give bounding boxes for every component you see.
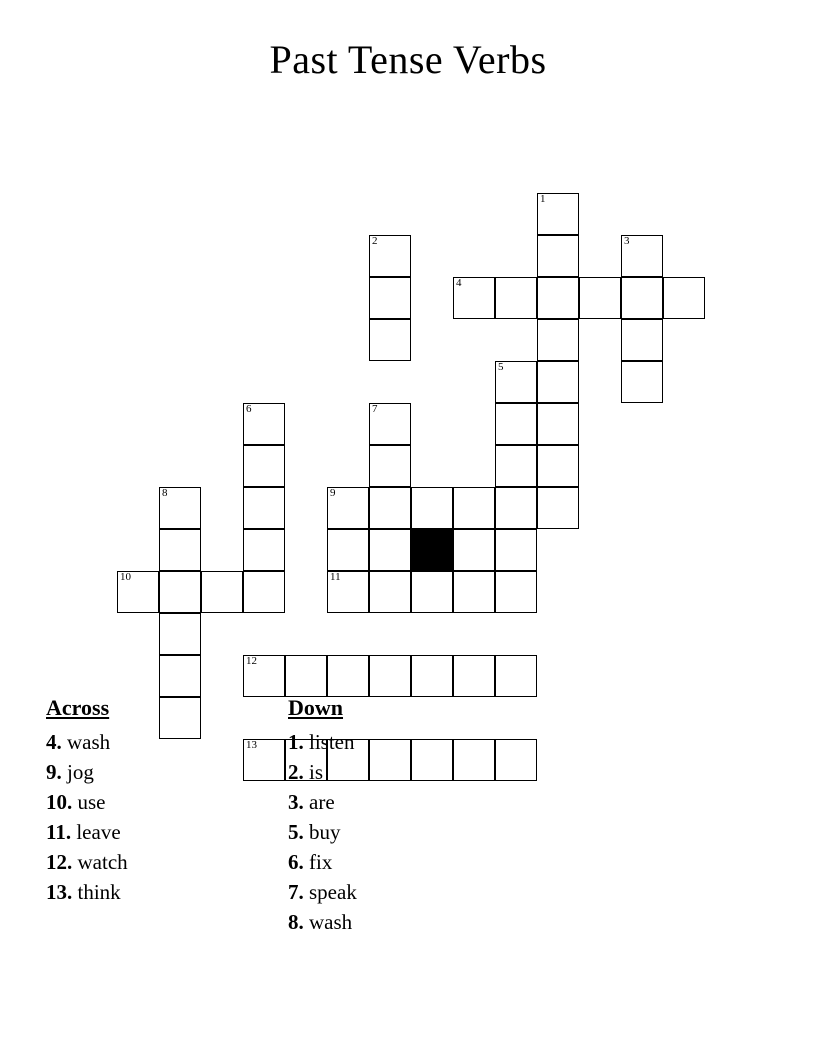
clue-text: are xyxy=(303,790,335,814)
cell-number: 7 xyxy=(372,403,378,415)
grid-cell-numbered[interactable] xyxy=(537,193,579,235)
grid-cell[interactable] xyxy=(159,655,201,697)
clue-text: wash xyxy=(61,730,111,754)
grid-cell[interactable] xyxy=(285,655,327,697)
clue-item[interactable] xyxy=(46,877,128,907)
clue-item[interactable] xyxy=(288,757,357,787)
grid-cell-numbered[interactable] xyxy=(327,571,369,613)
grid-cell[interactable] xyxy=(369,487,411,529)
across-clue-list xyxy=(46,727,128,907)
grid-cell[interactable] xyxy=(243,445,285,487)
clue-item[interactable] xyxy=(288,847,357,877)
grid-cell[interactable] xyxy=(369,529,411,571)
cell-number: 6 xyxy=(246,403,252,415)
cell-number: 10 xyxy=(120,571,131,583)
grid-cell[interactable] xyxy=(453,571,495,613)
grid-cell[interactable] xyxy=(159,697,201,739)
clue-number: 5. xyxy=(288,820,304,844)
grid-cell[interactable] xyxy=(495,487,537,529)
grid-cell-numbered[interactable] xyxy=(369,235,411,277)
grid-cell[interactable] xyxy=(495,739,537,781)
clue-text: leave xyxy=(71,820,121,844)
grid-cell[interactable] xyxy=(243,571,285,613)
grid-cell[interactable] xyxy=(369,571,411,613)
grid-cell-numbered[interactable] xyxy=(453,277,495,319)
clue-item[interactable] xyxy=(288,787,357,817)
clue-item[interactable] xyxy=(288,727,357,757)
clue-text: watch xyxy=(72,850,128,874)
cell-number: 11 xyxy=(330,571,341,583)
clue-item[interactable] xyxy=(46,847,128,877)
grid-cell[interactable] xyxy=(495,655,537,697)
grid-cell[interactable] xyxy=(159,529,201,571)
grid-cell[interactable] xyxy=(327,655,369,697)
clue-number: 8. xyxy=(288,910,304,934)
grid-cell[interactable] xyxy=(369,655,411,697)
grid-cell[interactable] xyxy=(369,739,411,781)
grid-cell-numbered[interactable] xyxy=(327,487,369,529)
grid-cell[interactable] xyxy=(159,613,201,655)
grid-cell[interactable] xyxy=(621,319,663,361)
grid-cell[interactable] xyxy=(537,403,579,445)
grid-cell[interactable] xyxy=(495,403,537,445)
clue-number: 7. xyxy=(288,880,304,904)
cell-number: 9 xyxy=(330,487,336,499)
clue-text: speak xyxy=(303,880,357,904)
grid-cell[interactable] xyxy=(411,655,453,697)
grid-cell[interactable] xyxy=(411,739,453,781)
down-clue-list xyxy=(288,727,357,937)
grid-cell[interactable] xyxy=(243,487,285,529)
cell-number: 13 xyxy=(246,739,257,751)
grid-cell[interactable] xyxy=(663,277,705,319)
cell-number: 3 xyxy=(624,235,630,247)
cell-number: 5 xyxy=(498,361,504,373)
grid-cell[interactable] xyxy=(159,571,201,613)
page-title: Past Tense Verbs xyxy=(269,37,547,82)
clue-number: 10. xyxy=(46,790,73,814)
grid-cell-numbered[interactable] xyxy=(159,487,201,529)
grid-cell-numbered[interactable] xyxy=(369,403,411,445)
grid-cell[interactable] xyxy=(537,445,579,487)
grid-cell[interactable] xyxy=(453,529,495,571)
clue-text: wash xyxy=(303,910,353,934)
grid-cell[interactable] xyxy=(453,655,495,697)
grid-cell[interactable] xyxy=(621,277,663,319)
down-heading: Down xyxy=(288,695,344,720)
cell-number: 1 xyxy=(540,193,546,205)
across-heading: Across xyxy=(46,695,110,720)
clue-text: fix xyxy=(303,850,333,874)
grid-block-cell xyxy=(411,529,453,571)
grid-cell-numbered[interactable] xyxy=(621,235,663,277)
grid-cell[interactable] xyxy=(537,361,579,403)
clue-number: 1. xyxy=(288,730,304,754)
grid-cell-numbered[interactable] xyxy=(243,739,285,781)
cell-number: 8 xyxy=(162,487,168,499)
grid-cell[interactable] xyxy=(453,487,495,529)
clue-item[interactable] xyxy=(288,817,357,847)
clue-number: 12. xyxy=(46,850,73,874)
grid-cell[interactable] xyxy=(537,277,579,319)
grid-cell[interactable] xyxy=(369,277,411,319)
clue-text: think xyxy=(72,880,121,904)
clue-item[interactable] xyxy=(288,877,357,907)
clue-text: buy xyxy=(303,820,341,844)
grid-cell[interactable] xyxy=(453,739,495,781)
clue-item[interactable] xyxy=(46,757,128,787)
clue-number: 6. xyxy=(288,850,304,874)
grid-cell[interactable] xyxy=(327,529,369,571)
cell-number: 4 xyxy=(456,277,462,289)
grid-cell-numbered[interactable] xyxy=(495,361,537,403)
across-clues xyxy=(46,695,128,907)
clue-item[interactable] xyxy=(46,787,128,817)
grid-cell[interactable] xyxy=(537,487,579,529)
grid-cell[interactable] xyxy=(537,319,579,361)
clue-number: 9. xyxy=(46,760,62,784)
clue-number: 4. xyxy=(46,730,62,754)
down-clues xyxy=(288,695,357,937)
grid-cell-numbered[interactable] xyxy=(117,571,159,613)
grid-cell[interactable] xyxy=(495,277,537,319)
clue-text: use xyxy=(72,790,106,814)
clue-item[interactable] xyxy=(46,817,128,847)
clue-text: listen xyxy=(303,730,355,754)
clue-number: 2. xyxy=(288,760,304,784)
grid-cell[interactable] xyxy=(579,277,621,319)
grid-cell[interactable] xyxy=(369,445,411,487)
grid-cell[interactable] xyxy=(201,571,243,613)
grid-cell[interactable] xyxy=(369,319,411,361)
cell-number: 12 xyxy=(246,655,257,667)
grid-cell[interactable] xyxy=(495,571,537,613)
clue-item[interactable] xyxy=(288,907,357,937)
clue-item[interactable] xyxy=(46,727,128,757)
grid-cell[interactable] xyxy=(411,487,453,529)
grid-cell[interactable] xyxy=(495,445,537,487)
cell-number: 2 xyxy=(372,235,378,247)
grid-cell[interactable] xyxy=(411,571,453,613)
grid-cell[interactable] xyxy=(495,529,537,571)
clue-text: is xyxy=(303,760,324,784)
grid-cell[interactable] xyxy=(537,235,579,277)
grid-cell-numbered[interactable] xyxy=(243,403,285,445)
grid-cell[interactable] xyxy=(621,361,663,403)
clue-number: 11. xyxy=(46,820,72,844)
grid-cell[interactable] xyxy=(243,529,285,571)
clue-text: jog xyxy=(61,760,94,784)
clue-number: 13. xyxy=(46,880,73,904)
clue-number: 3. xyxy=(288,790,304,814)
grid-cell-numbered[interactable] xyxy=(243,655,285,697)
